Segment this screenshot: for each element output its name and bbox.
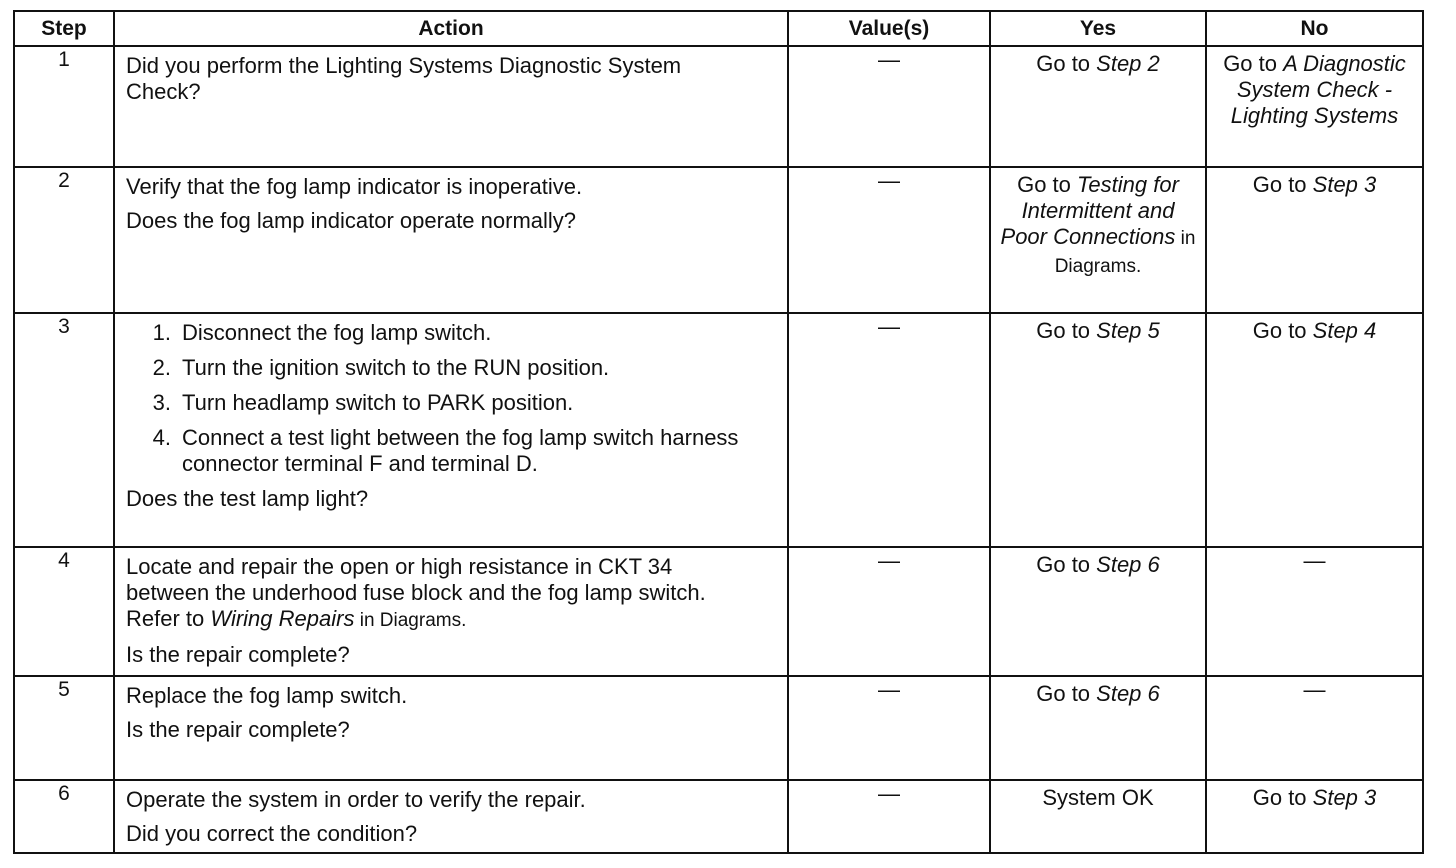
value-cell	[788, 780, 990, 853]
action-cell	[114, 167, 788, 313]
action-text: Replace the fog lamp switch.	[126, 683, 408, 708]
no-answer	[1213, 51, 1416, 129]
value-text: —	[878, 548, 900, 573]
no-answer	[1213, 318, 1416, 344]
header-yes: Yes	[990, 11, 1206, 46]
no-answer	[1213, 785, 1416, 811]
value-cell	[788, 313, 990, 547]
action-cell	[114, 46, 788, 167]
yes-cell	[990, 167, 1206, 313]
list-number: 1.	[152, 320, 171, 345]
value-text: —	[878, 47, 900, 72]
yes-prefix: Go to	[1036, 51, 1097, 76]
list-item	[126, 390, 779, 416]
wiring-repairs-reference-link[interactable]: Wiring Repairs	[210, 606, 355, 631]
action-question: Is the repair complete?	[126, 717, 350, 742]
header-no: No	[1206, 11, 1423, 46]
step-number: 4	[14, 547, 114, 676]
no-cell	[1206, 46, 1423, 167]
yes-answer	[997, 681, 1199, 707]
action-text	[126, 554, 779, 634]
value-text: —	[878, 781, 900, 806]
no-answer: —	[1303, 677, 1326, 702]
table-row	[14, 780, 1423, 853]
list-number: 3.	[152, 390, 171, 415]
no-cell	[1206, 167, 1423, 313]
action-cell	[114, 547, 788, 676]
yes-answer	[997, 172, 1199, 280]
yes-prefix: Go to	[1017, 172, 1077, 197]
step-reference-link[interactable]: Step 3	[1312, 172, 1377, 197]
procedure-list	[126, 320, 779, 486]
yes-answer: System OK	[1042, 785, 1154, 810]
no-cell	[1206, 313, 1423, 547]
yes-answer	[997, 318, 1199, 344]
yes-answer	[997, 51, 1199, 77]
no-answer: —	[1303, 548, 1326, 573]
step-number: 1	[14, 46, 114, 167]
no-prefix: Go to	[1223, 51, 1284, 76]
list-text: Turn headlamp switch to PARK position.	[182, 390, 574, 415]
action-text: Did you perform the Lighting Systems Diagnostic System Check?	[126, 53, 682, 104]
action-cell	[114, 780, 788, 853]
value-text: —	[878, 677, 900, 702]
procedure-reference-link[interactable]: A Diagnostic System Check - Lighting Systems	[1230, 51, 1406, 128]
step-reference-link[interactable]: Step 2	[1096, 51, 1160, 76]
no-answer	[1213, 172, 1416, 198]
step-number: 5	[14, 676, 114, 780]
table-row	[14, 676, 1423, 780]
table-row	[14, 46, 1423, 167]
list-item	[126, 320, 779, 346]
list-item	[126, 425, 779, 477]
action-cell	[114, 676, 788, 780]
yes-prefix: Go to	[1036, 318, 1097, 343]
value-cell	[788, 167, 990, 313]
list-number: 4.	[152, 425, 171, 450]
header-values: Value(s)	[788, 11, 990, 46]
procedure-reference-link[interactable]: Testing for Intermittent and Poor Connections	[1000, 172, 1179, 249]
step-number: 2	[14, 167, 114, 313]
step-reference-link[interactable]: Step 5	[1096, 318, 1160, 343]
yes-prefix: Go to	[1036, 552, 1097, 577]
list-number: 2.	[152, 355, 171, 380]
action-question: Does the test lamp light?	[126, 486, 369, 511]
value-cell	[788, 547, 990, 676]
yes-cell	[990, 676, 1206, 780]
table-row	[14, 547, 1423, 676]
header-action: Action	[114, 11, 788, 46]
action-text-suffix: in Diagrams.	[354, 610, 467, 631]
step-number: 6	[14, 780, 114, 853]
action-question: Is the repair complete?	[126, 642, 350, 667]
step-reference-link[interactable]: Step 3	[1312, 785, 1377, 810]
header-row	[14, 11, 1423, 46]
step-reference-link[interactable]: Step 6	[1096, 681, 1160, 706]
header-step: Step	[14, 11, 114, 46]
value-text: —	[878, 314, 900, 339]
no-cell	[1206, 547, 1423, 676]
yes-cell	[990, 780, 1206, 853]
action-text: Verify that the fog lamp indicator is inoperative.	[126, 174, 583, 199]
action-text-body: Locate and repair the open or high resistance in CKT 34 between the underhood fuse block and the fog lamp switch. Refer to	[126, 554, 706, 631]
step-number: 3	[14, 313, 114, 547]
list-item	[126, 355, 779, 381]
yes-answer	[997, 552, 1199, 578]
yes-cell	[990, 313, 1206, 547]
step-reference-link[interactable]: Step 4	[1312, 318, 1377, 343]
no-cell	[1206, 780, 1423, 853]
value-cell	[788, 676, 990, 780]
yes-cell	[990, 46, 1206, 167]
action-cell	[114, 313, 788, 547]
step-reference-link[interactable]: Step 6	[1096, 552, 1160, 577]
value-text: —	[878, 168, 900, 193]
no-prefix: Go to	[1252, 785, 1313, 810]
no-prefix: Go to	[1252, 172, 1313, 197]
yes-cell	[990, 547, 1206, 676]
diagnostic-table	[13, 10, 1424, 854]
action-text: Operate the system in order to verify the repair.	[126, 787, 586, 812]
no-prefix: Go to	[1252, 318, 1313, 343]
action-question: Does the fog lamp indicator operate normally?	[126, 208, 577, 233]
list-text: Connect a test light between the fog lamp switch harness connector terminal F and terminal D.	[182, 425, 739, 476]
value-cell	[788, 46, 990, 167]
list-text: Disconnect the fog lamp switch.	[182, 320, 492, 345]
table-row	[14, 167, 1423, 313]
table-row	[14, 313, 1423, 547]
yes-prefix: Go to	[1036, 681, 1097, 706]
action-question: Did you correct the condition?	[126, 821, 418, 846]
yes-suffix: in Diagrams.	[1054, 228, 1196, 277]
list-text: Turn the ignition switch to the RUN position.	[182, 355, 610, 380]
no-cell	[1206, 676, 1423, 780]
